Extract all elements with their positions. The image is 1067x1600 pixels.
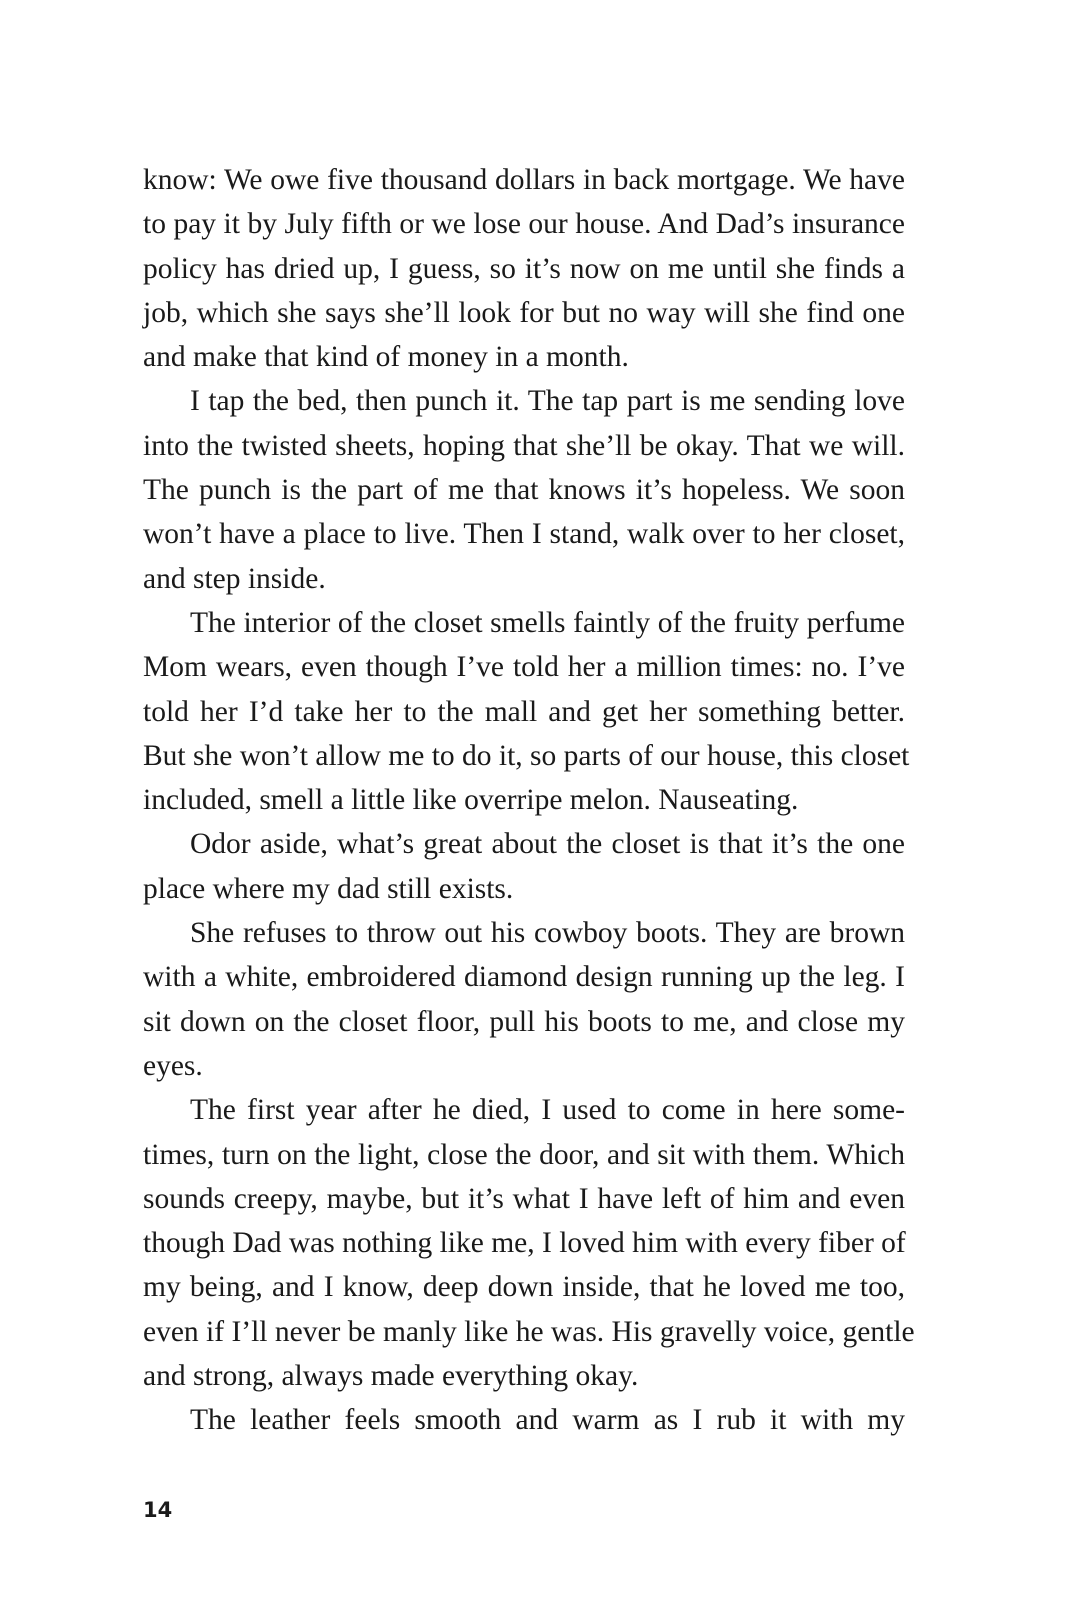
text-line: But she won’t allow me to do it, so parts of our house, this closet xyxy=(143,739,910,772)
text-line: times, turn on the light, close the door, and sit with them. Which xyxy=(143,1138,905,1171)
text-line: my being, and I know, deep down inside, that he loved me too, xyxy=(143,1271,905,1304)
text-line: policy has dried up, I guess, so it’s now on me until she finds a xyxy=(143,252,905,285)
text-line: won’t have a place to live. Then I stand, walk over to her closet, xyxy=(143,518,905,551)
text-line: included, smell a little like overripe melon. Nauseating. xyxy=(143,784,799,817)
text-line: The punch is the part of me that knows it’s hopeless. We soon xyxy=(143,474,905,507)
text-line: sounds creepy, maybe, but it’s what I have left of him and even xyxy=(143,1182,905,1215)
text-line: Odor aside, what’s great about the closet is that it’s the one xyxy=(190,828,905,861)
body-text xyxy=(143,158,915,1443)
text-line: to pay it by July fifth or we lose our house. And Dad’s insurance xyxy=(143,208,905,241)
text-line: and make that kind of money in a month. xyxy=(143,341,629,374)
text-line: The leather feels smooth and warm as I rub it with my xyxy=(190,1404,905,1437)
text-line: and step inside. xyxy=(143,562,326,595)
text-line: even if I’ll never be manly like he was. His gravelly voice, gentle xyxy=(143,1315,915,1348)
text-line: into the twisted sheets, hoping that she’ll be okay. That we will. xyxy=(143,429,905,462)
text-line: job, which she says she’ll look for but no way will she find one xyxy=(143,296,905,329)
text-line: though Dad was nothing like me, I loved him with every fiber of xyxy=(143,1227,906,1260)
text-line: sit down on the closet floor, pull his boots to me, and close my xyxy=(143,1005,905,1038)
text-line: Mom wears, even though I’ve told her a million times: no. I’ve xyxy=(143,651,905,684)
text-line: The first year after he died, I used to come in here some- xyxy=(190,1094,905,1127)
text-line: eyes. xyxy=(143,1049,203,1082)
text-line: The interior of the closet smells faintly of the fruity perfume xyxy=(190,606,905,639)
text-line: with a white, embroidered diamond design running up the leg. I xyxy=(143,961,905,994)
page-number: 14 xyxy=(143,1498,173,1522)
text-line: know: We owe five thousand dollars in back mortgage. We have xyxy=(143,164,905,196)
text-line: told her I’d take her to the mall and get her something better. xyxy=(143,695,905,728)
text-line: I tap the bed, then punch it. The tap part is me sending love xyxy=(190,385,905,418)
text-line: She refuses to throw out his cowboy boots. They are brown xyxy=(190,917,905,950)
text-line: place where my dad still exists. xyxy=(143,872,514,905)
text-line: and strong, always made everything okay. xyxy=(143,1360,639,1393)
